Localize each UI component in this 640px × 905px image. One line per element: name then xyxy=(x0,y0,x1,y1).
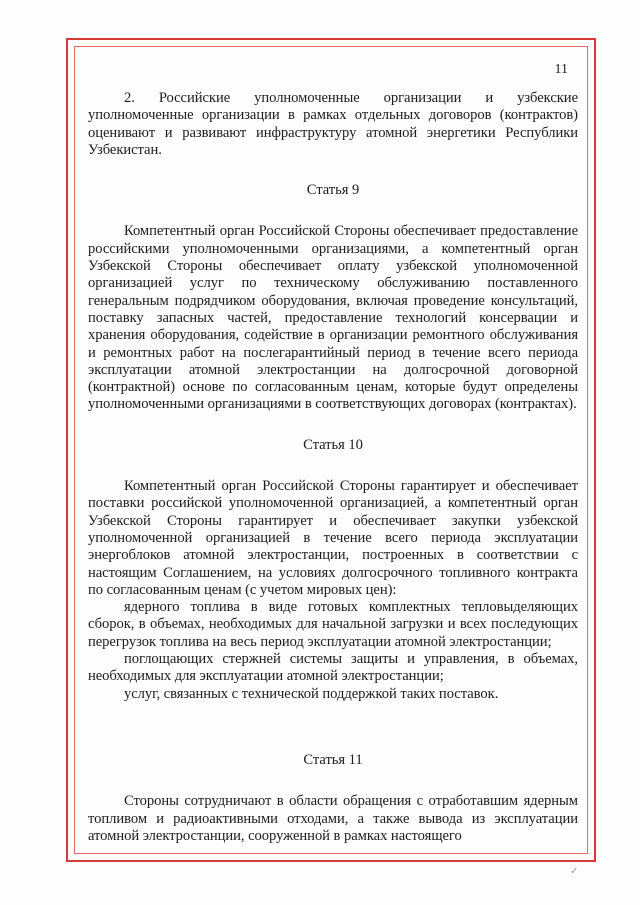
page-number: 11 xyxy=(554,62,568,77)
intro-paragraph: 2. Российские уполномоченные организации и узбекские уполномоченные организации в рамках отдельных договоров (контрактов) оценивают и развивают инфраструктуру атомной энергетики Республики Узбекистан. xyxy=(88,90,578,158)
article-11-heading: Статья 11 xyxy=(303,751,363,768)
article-9-heading: Статья 9 xyxy=(306,182,360,199)
article-10-paragraph: Компетентный орган Российской Стороны гарантирует и обеспечивает поставки российской уполномоченной организацией, а компетентный орган Узбекской Стороны гарантирует и обеспечивает закупки узбекской уполномоченной организацией в течение всего периода эксплуатации энергоблоков атомной электростанции, построенных в соответствии с настоящим Соглашением, на условиях долгосрочного топливного контракта по согласованным ценам (с учетом мировых цен): xyxy=(88,478,578,598)
corner-tick-mark: ✓ xyxy=(570,866,579,877)
article-10-item: поглощающих стержней системы защиты и управления, в объемах, необходимых для эксплуатации атомной электростанции; xyxy=(88,651,578,685)
article-10-item: услуг, связанных с технической поддержкой таких поставок. xyxy=(124,685,499,702)
article-9-paragraph: Компетентный орган Российской Стороны обеспечивает предоставление российскими уполномоченными организациями, а компетентный орган Узбекской Стороны обеспечивает оплату узбекской уполномоченной организацией услуг по техническому обслуживанию поставленного генеральным подрядчиком оборудования, включая проведение консультаций, поставку запасных частей, предоставление технологий консервации и хранения оборудования, содействие в организации ремонтного обслуживания и ремонтных работ на послегарантийный период в течение всего периода эксплуатации атомной электростанции на долгосрочной договорной (контрактной) основе по согласованным ценам, которые будут определены уполномоченными организациями в соответствующих договорах (контрактах). xyxy=(88,223,578,413)
document-body xyxy=(88,90,578,845)
article-11-paragraph: Стороны сотрудничают в области обращения с отработавшим ядерным топливом и радиоактивными отходами, а также вывода из эксплуатации атомной электростанции, сооруженной в рамках настоящего xyxy=(88,793,578,844)
spacer xyxy=(88,703,578,729)
article-10-item: ядерного топлива в виде готовых комплектных тепловыделяющих сборок, в объемах, необходимых для начальной загрузки и всех последующих перегрузок топлива на весь период эксплуатации атомной электростанции; xyxy=(88,599,578,650)
article-10-heading: Статья 10 xyxy=(303,436,363,453)
